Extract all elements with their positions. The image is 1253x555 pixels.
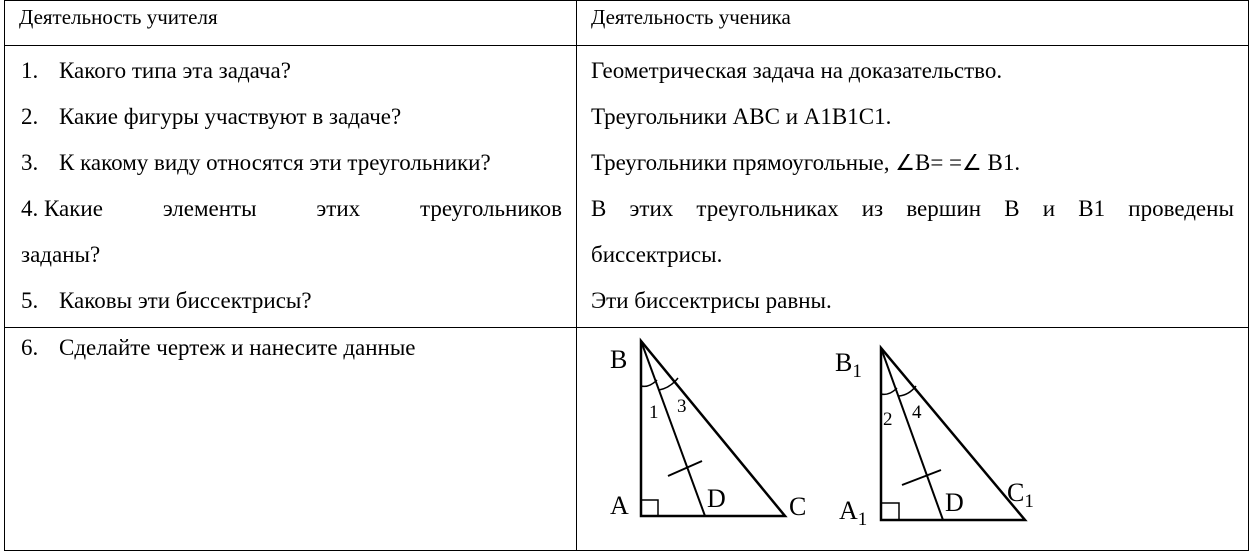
question-text: Сделайте чертеж и нанесите данные [59,335,416,360]
task-6 [5,328,576,368]
question-2 [5,94,576,140]
answer-4-continuation: биссектрисы. [591,242,723,267]
answer-word: и [1042,196,1056,221]
question-1 [5,48,576,94]
right-angle-mark-2 [881,503,899,520]
answer-word: В [1004,196,1020,221]
bisector-bd [641,341,705,516]
question-word: Какие [44,196,103,221]
question-number: 3. [21,150,39,175]
angle-label-4: 4 [912,402,922,423]
answer-4 [577,186,1248,232]
answer-word: В1 [1078,196,1106,221]
question-number: 5. [21,288,39,313]
answer-word: вершин [906,196,982,221]
header-student-cell [577,1,1249,46]
question-3 [5,140,576,186]
label-b: B [610,345,628,374]
label-d-2: D [945,488,964,517]
header-row [5,1,1249,46]
question-number: 6. [21,335,39,360]
angle-label-3: 3 [677,396,687,417]
question-text: Какие фигуры участвуют в задаче? [59,104,402,129]
answer-text: B1. [987,150,1021,175]
question-text: К какому виду относятся эти треугольники? [59,150,491,175]
label-c: C [789,492,807,521]
question-number: 2. [21,104,39,129]
drawing-row [5,328,1249,551]
angle-icon: ∠ [895,151,915,176]
question-number: 4. [21,196,39,221]
triangles-drawing [577,328,1247,550]
answer-5: Эти биссектрисы равны. [591,288,832,313]
angle-icon: ∠ [962,151,982,176]
bisector-b1d [881,348,943,520]
bisector-tick-2 [902,470,941,485]
right-angle-mark [641,500,658,516]
answer-word: проведены [1128,196,1234,221]
answer-2: Треугольники ABC и A1B1C1. [591,104,892,129]
drawing-cell [577,328,1249,551]
angle-arc-2 [881,388,897,394]
question-number: 1. [21,58,39,83]
label-c1: $C_1$ [1007,478,1034,512]
header-student: Деятельность ученика [591,5,791,29]
questions-cell [5,46,577,328]
lesson-table [4,0,1249,551]
question-word: элементы [162,196,257,221]
question-text: Какого типа эта задача? [59,58,291,83]
header-teacher-cell [5,1,577,46]
question-word: этих [316,196,361,221]
label-a1: $A_1$ [839,496,868,530]
label-b1: $B_1$ [835,348,862,382]
answer-text: B= = [914,150,963,175]
header-teacher: Деятельность учителя [19,5,218,29]
answer-word: из [861,196,884,221]
answer-word: треугольниках [696,196,839,221]
answer-text: Треугольники прямоугольные, [591,150,890,175]
answer-3 [577,140,1248,186]
question-4-continuation: заданы? [21,242,101,267]
angle-label-1: 1 [649,402,659,423]
answer-word: В [591,196,607,221]
answer-word: этих [629,196,674,221]
question-text: Каковы эти биссектрисы? [59,288,312,313]
question-5 [5,278,576,324]
question-4 [5,186,576,232]
task6-cell [5,328,577,551]
label-d: D [707,484,726,513]
answer-1: Геометрическая задача на доказательство. [591,58,1003,83]
angle-label-2: 2 [883,409,893,430]
questions-row [5,46,1249,328]
answers-cell [577,46,1249,328]
label-a: A [610,491,629,520]
question-word: треугольников [420,196,562,221]
